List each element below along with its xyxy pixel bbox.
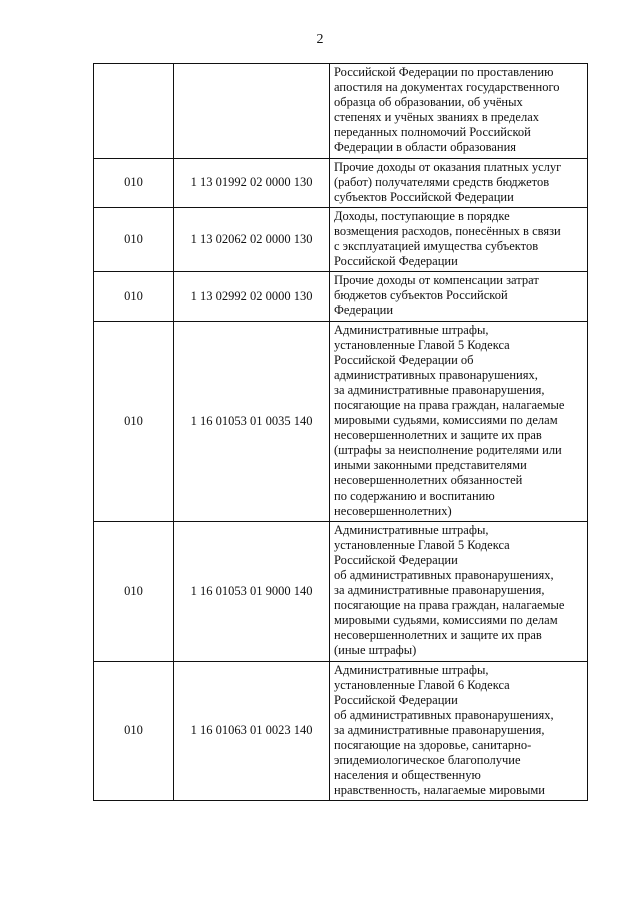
description-cell: Прочие доходы от компенсации затрат бюджетов субъектов Российской Федерации (330, 272, 588, 321)
admin-code-cell: 010 (94, 272, 174, 321)
revenue-code-cell: 1 16 01053 01 9000 140 (174, 521, 330, 661)
table-row (94, 321, 588, 521)
description-cell: Административные штрафы, установленные Главой 6 Кодекса Российской Федерации об административных правонарушениях, за административные правонарушения, посягающие на здоровье, санитарно- эпидемиологическое благополучие населения и общественную нравственность, налагаемые мировыми (330, 661, 588, 801)
table-row (94, 207, 588, 271)
description-cell: Административные штрафы, установленные Главой 5 Кодекса Российской Федерации об административных правонарушениях, за административные правонарушения, посягающие на права граждан, налагаемые мировыми судьями, комиссиями по делам несовершеннолетних и защите их прав (иные штрафы) (330, 521, 588, 661)
table-row (94, 158, 588, 207)
revenue-code-cell: 1 13 02992 02 0000 130 (174, 272, 330, 321)
table-row (94, 64, 588, 159)
description-cell: Прочие доходы от оказания платных услуг (работ) получателями средств бюджетов субъектов Российской Федерации (330, 158, 588, 207)
revenue-code-cell (174, 64, 330, 159)
admin-code-cell (94, 64, 174, 159)
table-row (94, 272, 588, 321)
description-cell: Доходы, поступающие в порядке возмещения расходов, понесённых в связи с эксплуатацией имущества субъектов Российской Федерации (330, 207, 588, 271)
admin-code-cell: 010 (94, 661, 174, 801)
revenue-code-cell: 1 13 02062 02 0000 130 (174, 207, 330, 271)
table-row (94, 521, 588, 661)
page-number: 2 (316, 32, 324, 47)
admin-code-cell: 010 (94, 521, 174, 661)
revenue-code-cell: 1 13 01992 02 0000 130 (174, 158, 330, 207)
admin-code-cell: 010 (94, 321, 174, 521)
admin-code-cell: 010 (94, 207, 174, 271)
description-cell: Российской Федерации по проставлению апостиля на документах государственного образца об образовании, об учёных степенях и учёных званиях в пределах переданных полномочий Российской Федерации в области образования (330, 64, 588, 159)
admin-code-cell: 010 (94, 158, 174, 207)
revenue-codes-table (93, 63, 588, 801)
revenue-code-cell: 1 16 01053 01 0035 140 (174, 321, 330, 521)
table-row (94, 661, 588, 801)
revenue-code-cell: 1 16 01063 01 0023 140 (174, 661, 330, 801)
description-cell: Административные штрафы, установленные Главой 5 Кодекса Российской Федерации об административных правонарушениях, за административные правонарушения, посягающие на права граждан, налагаемые мировыми судьями, комиссиями по делам несовершеннолетних и защите их прав (штрафы за неисполнение родителями или иными законными представителями несовершеннолетних обязанностей по содержанию и воспитанию несовершеннолетних) (330, 321, 588, 521)
